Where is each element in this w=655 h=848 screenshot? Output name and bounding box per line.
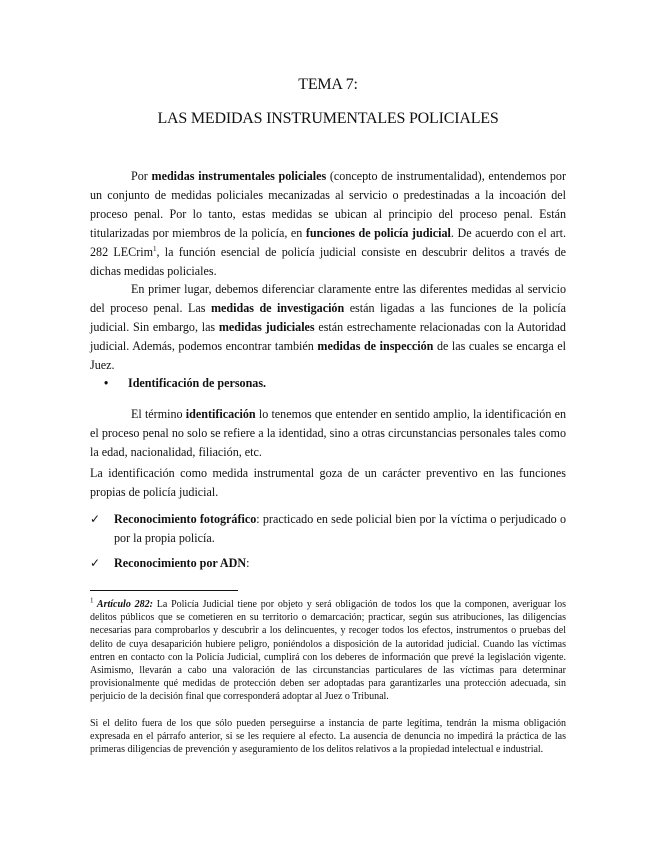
bold-term: medidas de inspección xyxy=(317,339,434,353)
text-run: están estrechamente relacionadas con la Autoridad judicial. Además, podemos encontrar también xyxy=(90,320,566,353)
paragraph-2 xyxy=(90,280,566,375)
paragraph-4: La identificación como medida instrumental goza de un carácter preventivo en las funciones propias de policía judicial. xyxy=(90,466,566,499)
check-item-reconocimiento-adn xyxy=(90,554,566,573)
checkmark-icon: ✓ xyxy=(90,556,101,570)
footnote-1-continued: Si el delito fuera de los que sólo pueden perseguirse a instancia de parte legítima, tendrán la misma obligación expresada en el párrafo anterior, si se les requiere al efecto. La ausencia de denuncia no impedirá la práctica de las primeras diligencias de prevención y aseguramiento de los delitos relativos a la propiedad intelectual e industrial. xyxy=(90,718,566,756)
text-run: están ligadas a las funciones de la policía judicial. Sin embargo, las xyxy=(90,301,566,334)
page-title: TEMA 7: xyxy=(298,76,358,93)
check-item-reconocimiento-fotografico xyxy=(90,510,566,548)
bold-term: medidas de investigación xyxy=(210,301,345,315)
text-run: (concepto de instrumentalidad), entendemos por un conjunto de medidas policiales mecanizadas al servicio o predestinadas a la incoación del proceso penal. Por lo tanto, estas medidas se ubican al principio del proceso penal. Están titularizadas por miembros de la policía, en xyxy=(90,169,566,240)
text-run: Por xyxy=(131,169,152,183)
text-run: . De acuerdo con el art. 282 LECrim xyxy=(90,226,567,259)
footnote-text: La Policía Judicial tiene por objeto y será obligación de todos los que la componen, averiguar los delitos públicos que se cometieren en su territorio o demarcación; practicar, según sus atribuciones, las diligencias necesarias para comprobarlos y descubrir a los delincuentes, y recoger todos los efectos, instrumentos o pruebas del delito de cuya desaparición hubiere peligro, poniéndolos a disposición de la autoridad judicial. Cuando las víctimas entren en contacto con la Policía Judicial, cumplirá con los deberes de información que prevé la legislación vigente. Asimismo, llevarán a cabo una valoración de las circunstancias particulares de las víctimas para determinar provisionalmente qué medidas de protección deben ser adoptadas para garantizarles una protección adecuada, sin perjuicio de la decisión final que corresponderá adoptar al Juez o Tribunal. xyxy=(90,599,566,703)
footnote-1 xyxy=(90,598,566,704)
footnote-reference[interactable]: 1 xyxy=(153,244,157,253)
text-run: El término xyxy=(131,407,186,421)
bullet-icon: • xyxy=(104,376,109,390)
bullet-label: Identificación de personas. xyxy=(128,376,267,390)
bold-term: medidas instrumentales policiales xyxy=(151,169,327,183)
text-run: En primer lugar, debemos diferenciar claramente entre las diferentes medidas al servicio del proceso penal. Las xyxy=(90,282,566,315)
bold-term: funciones de policía judicial xyxy=(305,226,451,240)
paragraph-1 xyxy=(90,167,566,281)
paragraph-3 xyxy=(90,405,566,462)
footnote-number: 1 xyxy=(90,596,94,605)
bold-term: Reconocimiento por ADN xyxy=(114,556,247,570)
text-run: : xyxy=(246,556,250,570)
footnote-label: Artículo 282: xyxy=(93,599,153,610)
bold-term: Reconocimiento fotográfico xyxy=(114,512,257,526)
text-run: : practicado en sede policial bien por la víctima o perjudicado o por la propia policía. xyxy=(114,512,566,545)
text-run: de las cuales se encarga el Juez. xyxy=(90,339,566,372)
checkmark-icon: ✓ xyxy=(90,512,101,526)
text-run: lo tenemos que entender en sentido amplio, la identificación en el proceso penal no solo se refiere a la identidad, sino a otras circunstancias personales tales como la edad, nacionalidad, filiación, etc. xyxy=(90,407,566,459)
page-subtitle: LAS MEDIDAS INSTRUMENTALES POLICIALES xyxy=(157,110,499,127)
footnote-separator xyxy=(90,590,238,591)
text-run: , la función esencial de policía judicial consiste en descubrir delitos a través de dichas medidas policiales. xyxy=(90,245,566,278)
bold-term: medidas judiciales xyxy=(218,320,315,334)
bold-term: identificación xyxy=(185,407,256,421)
